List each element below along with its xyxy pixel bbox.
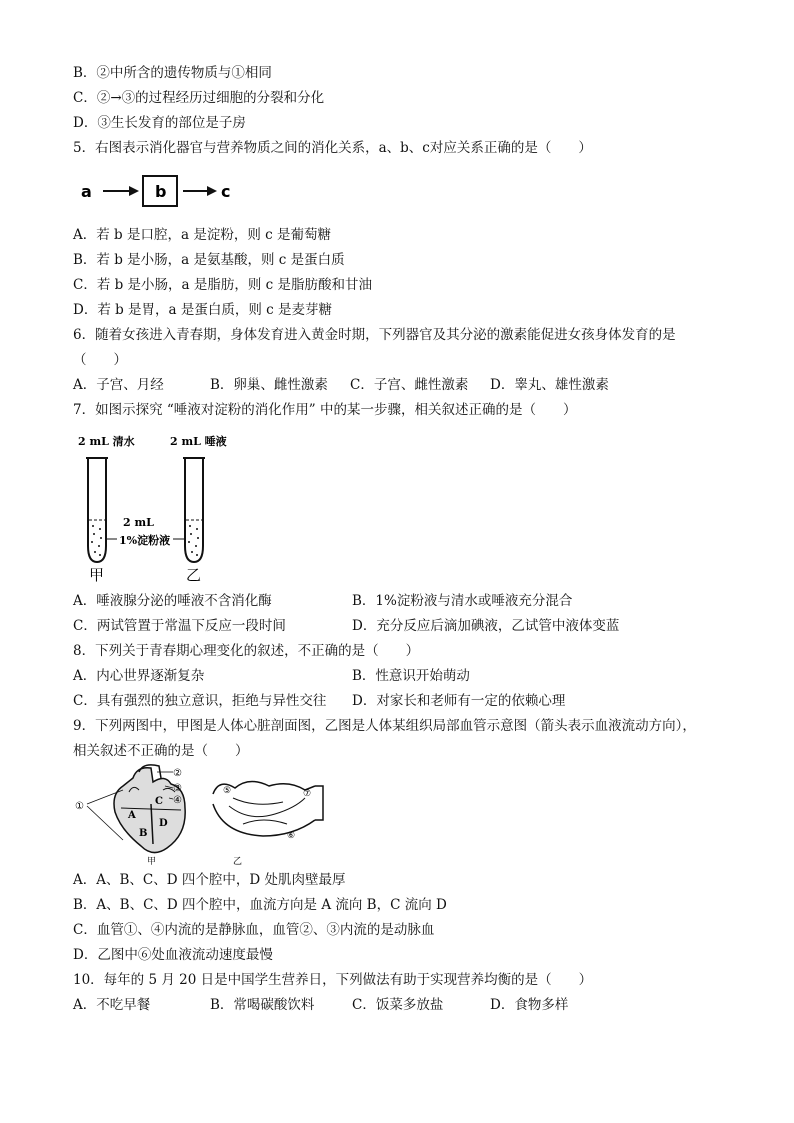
q7-tube-jia (88, 458, 106, 562)
q8-option-b: B．性意识开始萌动 (352, 668, 470, 684)
heart-diagram (75, 765, 185, 867)
chamber-a: A (128, 810, 136, 821)
q7-stem: 7．如图示探究 “唾液对淀粉的消化作用” 中的某一步骤，相关叙述正确的是（ ） (73, 402, 577, 418)
q10-option-a: A．不吃早餐 (73, 997, 151, 1013)
chamber-d: D (159, 818, 168, 829)
marker-4: ④ (173, 795, 182, 806)
q7-tube1-label: 2 mL 清水 (78, 435, 135, 448)
q9-stem-line2: 相关叙述不正确的是（ ） (73, 743, 249, 759)
q5-option-a: A．若 b 是口腔，a 是淀粉，则 c 是葡萄糖 (73, 227, 331, 243)
marker-1: ① (75, 801, 84, 812)
q5-option-d: D．若 b 是胃，a 是蛋白质，则 c 是麦芽糖 (73, 302, 333, 318)
q4-option-c: C．②→③的过程经历过细胞的分裂和分化 (73, 90, 325, 106)
q7-tube2-label: 2 mL 唾液 (170, 435, 227, 448)
q10-option-b: B．常喝碳酸饮料 (210, 997, 315, 1013)
q5-label-a: a (81, 182, 92, 201)
q7-tube-jia-liquid (91, 525, 102, 556)
q7-tube-name-yi: 乙 (186, 566, 202, 584)
q5-arrowhead-2 (207, 186, 217, 196)
q5-flow-diagram (73, 172, 243, 212)
q5-arrowhead-1 (129, 186, 139, 196)
q6-option-a: A．子宫、月经 (73, 377, 164, 393)
q9-option-d: D．乙图中⑥处血液流动速度最慢 (73, 947, 273, 963)
capillary-2 (233, 798, 283, 804)
q10-option-c: C．饭菜多放盐 (352, 997, 444, 1013)
q7-option-b: B．1%淀粉液与清水或唾液充分混合 (352, 593, 573, 609)
q7-tube-yi (185, 458, 203, 562)
q10-stem: 10．每年的 5 月 20 日是中国学生营养日，下列做法有助于实现营养均衡的是（ ） (73, 972, 593, 988)
heart-figure-name: 甲 (147, 857, 157, 867)
vessel-figure-name: 乙 (233, 857, 243, 867)
q7-mid-label-volume: 2 mL (123, 516, 154, 529)
q9-stem-line1: 9．下列两图中，甲图是人体心脏剖面图，乙图是人体某组织局部血管示意图（箭头表示血液流动方向）， (73, 718, 696, 734)
marker-6: ⑥ (287, 831, 296, 841)
vessel-right-end (315, 786, 323, 820)
q9-option-c: C．血管①、④内流的是静脉血，血管②、③内流的是动脉血 (73, 922, 435, 938)
q4-option-d: D．③生长发育的部位是子房 (73, 115, 246, 131)
vessel-diagram (213, 781, 323, 867)
chamber-c: C (155, 796, 163, 807)
marker-5: ⑤ (223, 786, 232, 796)
marker-2: ② (173, 768, 182, 779)
q6-paren: （ ） (73, 352, 127, 368)
q6-option-d: D．睾丸、雄性激素 (490, 377, 609, 393)
q8-stem: 8．下列关于青春期心理变化的叙述，不正确的是（ ） (73, 643, 420, 659)
q9-option-a: A．A、B、C、D 四个腔中，D 处肌肉壁最厚 (73, 872, 346, 888)
marker-7: ⑦ (303, 789, 312, 799)
q10-option-d: D．食物多样 (490, 997, 569, 1013)
q7-option-c: C．两试管置于常温下反应一段时间 (73, 618, 286, 634)
q7-option-a: A．唾液腺分泌的唾液不含消化酶 (73, 593, 272, 609)
q6-stem: 6．随着女孩进入青春期，身体发育进入黄金时期，下列器官及其分泌的激素能促进女孩身体发育的是 (73, 327, 676, 343)
q8-option-d: D．对家长和老师有一定的依赖心理 (352, 693, 566, 709)
q6-option-c: C．子宫、雌性激素 (350, 377, 469, 393)
chamber-b: B (139, 828, 148, 839)
q5-label-c: c (221, 182, 231, 201)
q4-option-b: B．②中所含的遗传物质与①相同 (73, 65, 272, 81)
q7-option-d: D．充分反应后滴加碘液，乙试管中液体变蓝 (352, 618, 620, 634)
q5-label-b: b (155, 182, 167, 201)
q9-figures (73, 764, 333, 868)
q6-option-b: B．卵巢、雌性激素 (210, 377, 328, 393)
q8-option-c: C．具有强烈的独立意识，拒绝与异性交往 (73, 693, 327, 709)
q5-stem: 5．右图表示消化器官与营养物质之间的消化关系，a、b、c对应关系正确的是（ ） (73, 140, 592, 156)
q9-option-b: B．A、B、C、D 四个腔中，血流方向是 A 流向 B，C 流向 D (73, 897, 447, 913)
marker-3: ③ (173, 783, 182, 794)
q7-tube-yi-liquid (188, 525, 199, 556)
q7-tube-name-jia: 甲 (89, 566, 105, 584)
capillary-3 (243, 820, 287, 824)
q5-option-b: B．若 b 是小肠，a 是氨基酸，则 c 是蛋白质 (73, 252, 345, 268)
q5-option-c: C．若 b 是小肠，a 是脂肪，则 c 是脂肪酸和甘油 (73, 277, 373, 293)
q7-test-tube-figure (73, 428, 253, 588)
q7-mid-label-starch: 1%淀粉液 (119, 534, 171, 547)
q8-option-a: A．内心世界逐渐复杂 (73, 668, 205, 684)
